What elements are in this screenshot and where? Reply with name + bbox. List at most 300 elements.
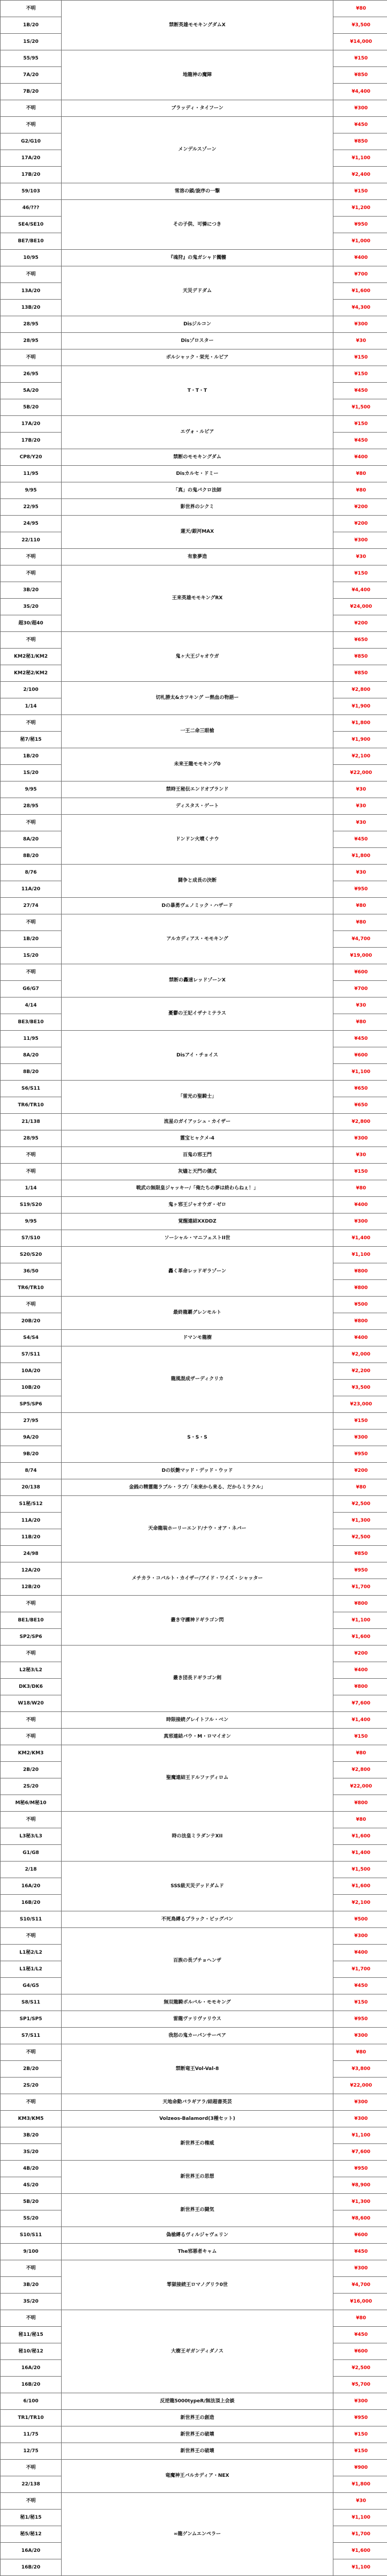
card-code: 20B/20 bbox=[1, 1317, 61, 1326]
card-code-cell bbox=[1, 1945, 62, 1961]
card-code: 不明 bbox=[1, 1168, 61, 1176]
table-row bbox=[1, 2194, 387, 2210]
card-code: 不明 bbox=[1, 2098, 61, 2106]
card-code-cell bbox=[1, 2260, 62, 2277]
card-name-cell bbox=[62, 781, 333, 798]
card-price-cell bbox=[333, 1180, 387, 1197]
card-name: Disジルコン bbox=[62, 321, 333, 329]
card-code: 16B/20 bbox=[1, 2381, 61, 2389]
card-code: 24/98 bbox=[1, 1550, 61, 1558]
card-code-cell bbox=[1, 1263, 62, 1280]
card-price: ¥450 bbox=[333, 387, 387, 395]
table-row bbox=[1, 1562, 387, 1579]
card-code: 16A/20 bbox=[1, 2364, 61, 2372]
card-price: ¥800 bbox=[333, 1284, 387, 1292]
card-code-cell bbox=[1, 1862, 62, 1878]
price-list-body bbox=[1, 1, 387, 2576]
card-price: ¥2,400 bbox=[333, 171, 387, 179]
card-code-cell bbox=[1, 1546, 62, 1562]
card-price: ¥2,000 bbox=[333, 1351, 387, 1359]
card-code: 3S/20 bbox=[1, 2148, 61, 2156]
card-code-cell bbox=[1, 914, 62, 931]
card-code-cell bbox=[1, 1479, 62, 1496]
card-name: 禁断の轟速レッドゾーンX bbox=[62, 977, 333, 985]
card-price: ¥1,600 bbox=[333, 1633, 387, 1641]
card-price: ¥150 bbox=[333, 570, 387, 578]
card-name: 覚醒連結XXDDZ bbox=[62, 1218, 333, 1226]
table-row bbox=[1, 366, 387, 383]
card-code-cell bbox=[1, 2094, 62, 2111]
card-price-cell bbox=[333, 1197, 387, 1213]
card-price-cell bbox=[333, 1529, 387, 1546]
table-row bbox=[1, 1812, 387, 1828]
card-price-cell bbox=[333, 133, 387, 150]
card-price-cell bbox=[333, 848, 387, 865]
card-price: ¥30 bbox=[333, 1002, 387, 1010]
card-code: S6/S11 bbox=[1, 1085, 61, 1093]
card-name: 最終龍覇グレンモルト bbox=[62, 1309, 333, 1317]
card-price-cell bbox=[333, 1363, 387, 1380]
card-price-cell bbox=[333, 1031, 387, 1047]
card-code: 2S/20 bbox=[1, 2082, 61, 2090]
card-code-cell bbox=[1, 532, 62, 549]
card-name: 時の法皇ミラダンテXII bbox=[62, 1833, 333, 1841]
card-name: 雷龍ヴァリヴァリウス bbox=[62, 2015, 333, 2023]
card-code: 2B/20 bbox=[1, 2065, 61, 2073]
card-price: ¥1,400 bbox=[333, 1716, 387, 1724]
card-name-cell bbox=[62, 1562, 333, 1596]
card-code-cell bbox=[1, 1014, 62, 1031]
table-row bbox=[1, 1496, 387, 1513]
card-code: TR1/TR10 bbox=[1, 2414, 61, 2422]
card-price-cell bbox=[333, 2094, 387, 2111]
table-row bbox=[1, 2426, 387, 2443]
card-name: 轟く革命レッドギラゾーン bbox=[62, 1268, 333, 1276]
card-price-cell bbox=[333, 1845, 387, 1862]
card-name-cell bbox=[62, 1247, 333, 1297]
card-price: ¥150 bbox=[333, 2447, 387, 2455]
card-price-cell bbox=[333, 615, 387, 632]
card-price: ¥22,000 bbox=[333, 1783, 387, 1791]
table-row bbox=[1, 482, 387, 499]
card-code-cell bbox=[1, 399, 62, 416]
card-name-cell bbox=[62, 366, 333, 416]
card-code: SP1/SP5 bbox=[1, 2015, 61, 2023]
card-price-cell bbox=[333, 2127, 387, 2144]
card-code-cell bbox=[1, 50, 62, 67]
table-row bbox=[1, 2244, 387, 2260]
card-price: ¥150 bbox=[333, 1417, 387, 1425]
card-price: ¥30 bbox=[333, 2497, 387, 2505]
card-price: ¥4,400 bbox=[333, 586, 387, 594]
card-name-cell bbox=[62, 2044, 333, 2094]
card-code-cell bbox=[1, 2360, 62, 2377]
card-code-cell bbox=[1, 499, 62, 516]
card-code-cell bbox=[1, 2559, 62, 2576]
card-price: ¥2,200 bbox=[333, 1367, 387, 1375]
card-name-cell bbox=[62, 466, 333, 482]
card-code: 不明 bbox=[1, 570, 61, 578]
card-price: ¥700 bbox=[333, 985, 387, 993]
card-price-cell bbox=[333, 2028, 387, 2044]
card-code: 5B/20 bbox=[1, 2198, 61, 2206]
card-price: ¥300 bbox=[333, 2115, 387, 2123]
card-price: ¥1,800 bbox=[333, 719, 387, 727]
table-row bbox=[1, 2044, 387, 2061]
card-code-cell bbox=[1, 1513, 62, 1529]
card-code: S20/S20 bbox=[1, 1251, 61, 1259]
card-price-cell bbox=[333, 599, 387, 615]
card-price: ¥7,600 bbox=[333, 1700, 387, 1708]
card-price: ¥80 bbox=[333, 2314, 387, 2322]
table-row bbox=[1, 1994, 387, 2011]
card-price-cell bbox=[333, 981, 387, 997]
card-code: 16A/20 bbox=[1, 1882, 61, 1890]
card-code-cell bbox=[1, 582, 62, 599]
table-row bbox=[1, 2028, 387, 2044]
card-name: 新世界王の権威 bbox=[62, 2140, 333, 2148]
card-code-cell bbox=[1, 2210, 62, 2227]
card-code: 17A/20 bbox=[1, 154, 61, 162]
card-code: KM2/KM3 bbox=[1, 1749, 61, 1758]
card-name-cell bbox=[62, 2227, 333, 2244]
card-price: ¥1,100 bbox=[333, 1068, 387, 1076]
card-code-cell bbox=[1, 1081, 62, 1097]
table-row bbox=[1, 200, 387, 217]
card-code: 不明 bbox=[1, 1733, 61, 1741]
card-code: 55/95 bbox=[1, 55, 61, 63]
card-price-cell bbox=[333, 1297, 387, 1313]
card-code-cell bbox=[1, 2144, 62, 2161]
card-code: SE4/SE10 bbox=[1, 221, 61, 229]
card-price-cell bbox=[333, 383, 387, 399]
card-name-cell bbox=[62, 2460, 333, 2493]
card-price-cell bbox=[333, 549, 387, 565]
card-price: ¥150 bbox=[333, 188, 387, 196]
card-code: 不明 bbox=[1, 719, 61, 727]
card-code-cell bbox=[1, 831, 62, 848]
card-price: ¥1,600 bbox=[333, 1882, 387, 1890]
card-name: 新世界王の思想 bbox=[62, 2173, 333, 2181]
card-price: ¥200 bbox=[333, 1650, 387, 1658]
card-code: 12B/20 bbox=[1, 1583, 61, 1591]
card-code-cell bbox=[1, 1695, 62, 1712]
card-code-cell bbox=[1, 1430, 62, 1446]
card-price-cell bbox=[333, 1330, 387, 1346]
card-code: 3B/20 bbox=[1, 2281, 61, 2289]
card-code-cell bbox=[1, 997, 62, 1014]
card-price-cell bbox=[333, 2559, 387, 2576]
card-name: その子供、可憐につき bbox=[62, 221, 333, 229]
table-row bbox=[1, 898, 387, 914]
card-name-cell bbox=[62, 200, 333, 250]
card-price-cell bbox=[333, 100, 387, 117]
table-row bbox=[1, 1213, 387, 1230]
card-price: ¥700 bbox=[333, 271, 387, 279]
card-name-cell bbox=[62, 2393, 333, 2410]
card-name-cell bbox=[62, 565, 333, 632]
card-code: BE1/BE10 bbox=[1, 1617, 61, 1625]
card-price-cell bbox=[333, 1646, 387, 1662]
card-price: ¥1,100 bbox=[333, 2514, 387, 2522]
card-price: ¥1,800 bbox=[333, 852, 387, 860]
table-row bbox=[1, 1745, 387, 1762]
card-price: ¥600 bbox=[333, 1052, 387, 1060]
card-price: ¥150 bbox=[333, 1168, 387, 1176]
card-price-cell bbox=[333, 865, 387, 881]
card-price: ¥1,700 bbox=[333, 1583, 387, 1591]
card-code: 秘10/秘12 bbox=[1, 2348, 61, 2356]
card-code-cell bbox=[1, 2078, 62, 2094]
card-code: 24/95 bbox=[1, 520, 61, 528]
card-code: G6/G7 bbox=[1, 985, 61, 993]
card-code: 不明 bbox=[1, 2497, 61, 2505]
card-code: 9/100 bbox=[1, 2248, 61, 2256]
card-code-cell bbox=[1, 2161, 62, 2177]
card-code: 10/95 bbox=[1, 254, 61, 262]
card-code: 8A/20 bbox=[1, 1052, 61, 1060]
card-name: 天命龍装ホーリーエンド/ナウ・オア・ネバー bbox=[62, 1525, 333, 1533]
card-code: 12A/20 bbox=[1, 1567, 61, 1575]
card-price: ¥150 bbox=[333, 2431, 387, 2439]
card-name: 竜魔神王バルカディア・NEX bbox=[62, 2472, 333, 2480]
card-price: ¥450 bbox=[333, 1982, 387, 1990]
card-code: 不明 bbox=[1, 271, 61, 279]
card-name-cell bbox=[62, 250, 333, 266]
table-row bbox=[1, 715, 387, 732]
card-price-cell bbox=[333, 698, 387, 715]
card-code-cell bbox=[1, 1130, 62, 1147]
card-name-cell bbox=[62, 100, 333, 117]
card-name: 禁断英雄モモキングダムX bbox=[62, 21, 333, 29]
card-price-cell bbox=[333, 2426, 387, 2443]
card-name: S・S・S bbox=[62, 1434, 333, 1442]
card-code: SP2/SP6 bbox=[1, 1633, 61, 1641]
table-row bbox=[1, 2460, 387, 2476]
card-price-cell bbox=[333, 1147, 387, 1164]
card-name-cell bbox=[62, 416, 333, 449]
card-code-cell bbox=[1, 100, 62, 117]
card-name: 零獄接続王ロマノグリラ0世 bbox=[62, 2281, 333, 2289]
card-price: ¥16,000 bbox=[333, 2298, 387, 2306]
card-price: ¥850 bbox=[333, 669, 387, 677]
card-code-cell bbox=[1, 1961, 62, 1978]
card-price-cell bbox=[333, 349, 387, 366]
card-code-cell bbox=[1, 632, 62, 649]
card-price-cell bbox=[333, 1878, 387, 1895]
card-price-cell bbox=[333, 2343, 387, 2360]
card-price-cell bbox=[333, 565, 387, 582]
card-code: 6/100 bbox=[1, 2398, 61, 2406]
card-price-cell bbox=[333, 2360, 387, 2377]
card-code: 10A/20 bbox=[1, 1367, 61, 1375]
card-price-cell bbox=[333, 2277, 387, 2294]
card-code-cell bbox=[1, 34, 62, 50]
card-name: The邪悪者キャム bbox=[62, 2248, 333, 2256]
table-row bbox=[1, 2161, 387, 2177]
card-price-cell bbox=[333, 316, 387, 333]
card-code-cell bbox=[1, 117, 62, 133]
card-price: ¥1,100 bbox=[333, 1617, 387, 1625]
card-price: ¥400 bbox=[333, 1201, 387, 1209]
card-name-cell bbox=[62, 117, 333, 183]
card-name: T・T・T bbox=[62, 387, 333, 395]
card-price: ¥4,400 bbox=[333, 88, 387, 96]
card-price-cell bbox=[333, 1446, 387, 1463]
card-code: 不明 bbox=[1, 5, 61, 13]
card-price: ¥450 bbox=[333, 2248, 387, 2256]
card-price-cell bbox=[333, 2443, 387, 2460]
card-name-cell bbox=[62, 2094, 333, 2111]
card-code: BE7/BE10 bbox=[1, 237, 61, 245]
card-name-cell bbox=[62, 482, 333, 499]
card-price-cell bbox=[333, 482, 387, 499]
card-code: 1B/20 bbox=[1, 935, 61, 943]
card-name: 『魂狩』の鬼ガシャド髑髏 bbox=[62, 254, 333, 262]
card-code-cell bbox=[1, 948, 62, 964]
table-row bbox=[1, 1712, 387, 1729]
card-price: ¥950 bbox=[333, 885, 387, 894]
table-row bbox=[1, 416, 387, 433]
card-name-cell bbox=[62, 349, 333, 366]
card-name-cell bbox=[62, 2011, 333, 2028]
card-name-cell bbox=[62, 1, 333, 50]
card-code: S8/S11 bbox=[1, 1999, 61, 2007]
card-code-cell bbox=[1, 981, 62, 997]
card-code: 3B/20 bbox=[1, 2132, 61, 2140]
card-price-cell bbox=[333, 433, 387, 449]
card-code: 17A/20 bbox=[1, 420, 61, 428]
card-price: ¥80 bbox=[333, 2049, 387, 2057]
card-price-cell bbox=[333, 1978, 387, 1994]
card-code-cell bbox=[1, 316, 62, 333]
card-code-cell bbox=[1, 1297, 62, 1313]
card-price: ¥400 bbox=[333, 1949, 387, 1957]
card-code: 11/95 bbox=[1, 470, 61, 478]
card-price: ¥1,600 bbox=[333, 2547, 387, 2555]
card-code-cell bbox=[1, 17, 62, 34]
card-price: ¥5,700 bbox=[333, 2381, 387, 2389]
card-price: ¥450 bbox=[333, 2331, 387, 2339]
card-code: 不明 bbox=[1, 2265, 61, 2273]
card-code: 9A/20 bbox=[1, 1434, 61, 1442]
card-price: ¥800 bbox=[333, 1268, 387, 1276]
card-name: メチカラ・コバルト・カイザー/アイド・ワイズ・シャッター bbox=[62, 1575, 333, 1583]
card-code-cell bbox=[1, 2543, 62, 2559]
card-price-cell bbox=[333, 1164, 387, 1180]
card-name-cell bbox=[62, 1994, 333, 2011]
card-price-cell bbox=[333, 1280, 387, 1297]
card-price-cell bbox=[333, 1396, 387, 1413]
card-price-cell bbox=[333, 898, 387, 914]
card-name-cell bbox=[62, 2127, 333, 2161]
card-code-cell bbox=[1, 599, 62, 615]
card-name: Dの暴勇ヴェノミック・ハザード bbox=[62, 902, 333, 910]
card-name-cell bbox=[62, 549, 333, 565]
card-price: ¥500 bbox=[333, 1301, 387, 1309]
card-name-cell bbox=[62, 499, 333, 516]
card-code-cell bbox=[1, 2443, 62, 2460]
card-name-cell bbox=[62, 2260, 333, 2310]
card-name: 不死鳥縛るブラック・ビッグバン bbox=[62, 1916, 333, 1924]
card-name: 雪溶の鎖/旋序の一撃 bbox=[62, 188, 333, 196]
card-price: ¥80 bbox=[333, 1749, 387, 1758]
card-code-cell bbox=[1, 1579, 62, 1596]
table-row bbox=[1, 1031, 387, 1047]
card-name: 金銭の精霊龍ラブル・ラブ/「未来から来る、だからミラクル」 bbox=[62, 1484, 333, 1492]
card-code-cell bbox=[1, 1878, 62, 1895]
table-row bbox=[1, 632, 387, 649]
card-code: 1S/20 bbox=[1, 952, 61, 960]
card-code: 11A/20 bbox=[1, 1517, 61, 1525]
card-name: 新世界王の破壊 bbox=[62, 2447, 333, 2455]
card-price-cell bbox=[333, 2111, 387, 2127]
card-price: ¥4,700 bbox=[333, 935, 387, 943]
card-price: ¥1,000 bbox=[333, 237, 387, 245]
card-price: ¥8,600 bbox=[333, 2215, 387, 2223]
table-row bbox=[1, 1297, 387, 1313]
card-name-cell bbox=[62, 1745, 333, 1812]
card-code-cell bbox=[1, 1463, 62, 1479]
card-price-cell bbox=[333, 1911, 387, 1928]
card-price-cell bbox=[333, 1629, 387, 1646]
card-code: 11B/20 bbox=[1, 1533, 61, 1542]
card-price-cell bbox=[333, 1762, 387, 1778]
table-row bbox=[1, 997, 387, 1014]
card-name-cell bbox=[62, 1180, 333, 1197]
card-name: 切札勝太&カツキング ー熱血の物語ー bbox=[62, 694, 333, 702]
card-code: TR6/TR10 bbox=[1, 1284, 61, 1292]
card-code-cell bbox=[1, 2294, 62, 2310]
card-price: ¥950 bbox=[333, 1450, 387, 1458]
card-price: ¥300 bbox=[333, 105, 387, 113]
card-price: ¥1,400 bbox=[333, 1234, 387, 1242]
table-row bbox=[1, 798, 387, 815]
card-price: ¥850 bbox=[333, 71, 387, 79]
card-price-cell bbox=[333, 84, 387, 100]
card-name-cell bbox=[62, 2443, 333, 2460]
card-price-cell bbox=[333, 1862, 387, 1878]
card-code-cell bbox=[1, 1612, 62, 1629]
card-name-cell bbox=[62, 815, 333, 865]
table-row bbox=[1, 2393, 387, 2410]
card-price: ¥950 bbox=[333, 1567, 387, 1575]
card-code: 超30/超40 bbox=[1, 620, 61, 628]
card-price-cell bbox=[333, 1463, 387, 1479]
table-row bbox=[1, 183, 387, 200]
card-code: 8/76 bbox=[1, 869, 61, 877]
card-price: ¥2,100 bbox=[333, 753, 387, 761]
card-code-cell bbox=[1, 615, 62, 632]
card-code-cell bbox=[1, 84, 62, 100]
card-code-cell bbox=[1, 1114, 62, 1130]
card-price-cell bbox=[333, 250, 387, 266]
card-code-cell bbox=[1, 1679, 62, 1695]
card-code-cell bbox=[1, 1911, 62, 1928]
card-price-cell bbox=[333, 1895, 387, 1911]
card-price-cell bbox=[333, 2194, 387, 2210]
card-price: ¥23,000 bbox=[333, 1401, 387, 1409]
table-row bbox=[1, 349, 387, 366]
card-code: S19/S20 bbox=[1, 1201, 61, 1209]
card-price: ¥1,100 bbox=[333, 2564, 387, 2572]
card-price-cell bbox=[333, 1562, 387, 1579]
card-code-cell bbox=[1, 549, 62, 565]
card-code-cell bbox=[1, 2011, 62, 2028]
card-price-cell bbox=[333, 333, 387, 349]
card-price-cell bbox=[333, 1114, 387, 1130]
card-code: 28/95 bbox=[1, 802, 61, 810]
